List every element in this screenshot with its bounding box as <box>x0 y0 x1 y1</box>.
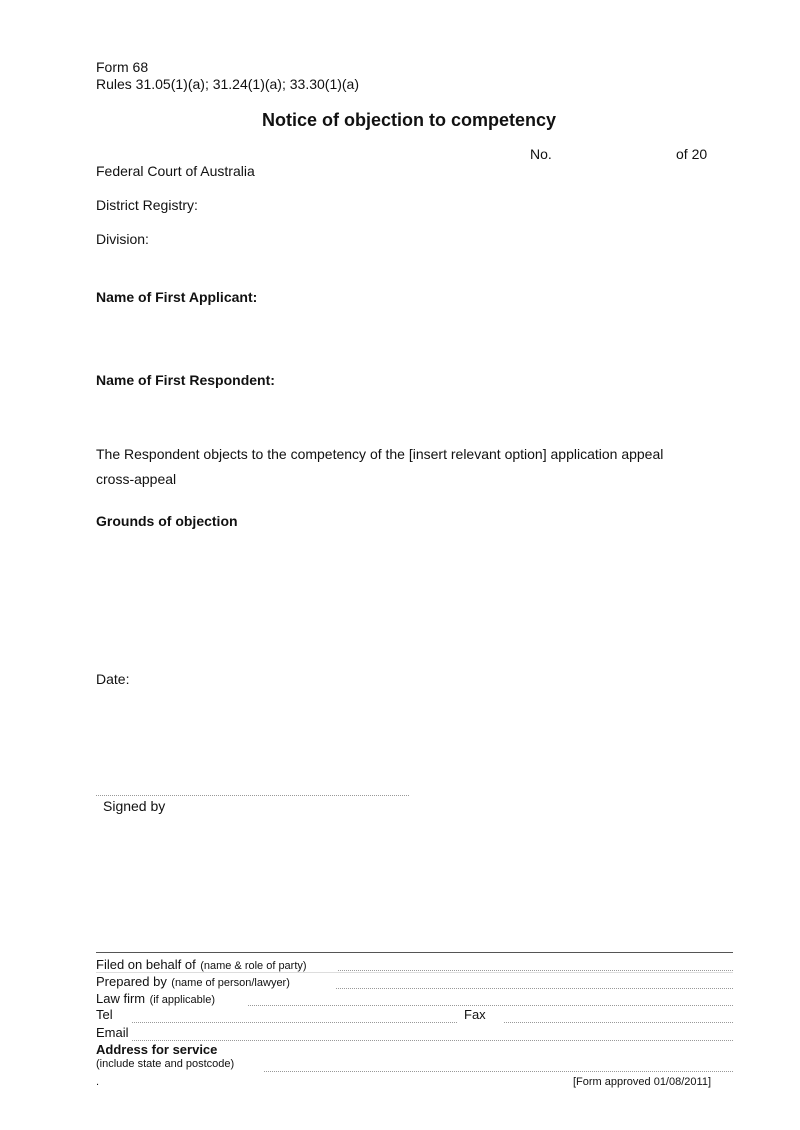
signed-by-label: Signed by <box>103 798 166 814</box>
case-number-label: No. <box>530 146 552 162</box>
court-name: Federal Court of Australia <box>96 163 255 179</box>
address-note: (include state and postcode) <box>96 1058 235 1070</box>
division-label: Division: <box>96 231 149 247</box>
prepared-by-note: (name of person/lawyer) <box>171 977 290 989</box>
date-label: Date: <box>96 671 130 687</box>
district-registry-label: District Registry: <box>96 197 198 213</box>
law-firm-field[interactable] <box>248 1005 733 1006</box>
tel-field[interactable] <box>132 1022 457 1023</box>
prepared-by-field[interactable] <box>336 988 733 989</box>
fax-field[interactable] <box>504 1022 733 1023</box>
signature-line[interactable] <box>96 795 409 796</box>
email-label: Email <box>96 1025 129 1040</box>
rules-reference: Rules 31.05(1)(a); 31.24(1)(a); 33.30(1)(a) <box>96 76 360 92</box>
first-applicant-label: Name of First Applicant: <box>96 289 258 305</box>
law-firm-row <box>96 990 215 1008</box>
tel-label: Tel <box>96 1007 113 1022</box>
form-approval-note: [Form approved 01/08/2011] <box>573 1076 711 1088</box>
address-for-service-label: Address for service <box>96 1042 218 1057</box>
filed-on-behalf-note: (name & role of party) <box>200 960 307 972</box>
law-firm-note: (if applicable) <box>149 994 215 1006</box>
document-title: Notice of objection to competency <box>261 110 557 130</box>
prepared-by-row <box>96 973 290 991</box>
fax-label: Fax <box>464 1007 486 1022</box>
filed-on-behalf-field[interactable] <box>338 970 733 971</box>
law-firm-label: Law firm <box>96 991 146 1006</box>
filing-block-divider <box>96 952 733 953</box>
objection-statement-line2: cross-appeal <box>96 471 177 487</box>
prepared-by-label: Prepared by <box>96 974 167 989</box>
email-field[interactable] <box>132 1040 733 1041</box>
footer-dot: . <box>96 1076 100 1088</box>
case-year-label: of 20 <box>676 146 708 162</box>
address-field[interactable] <box>264 1071 733 1072</box>
grounds-heading: Grounds of objection <box>96 513 238 529</box>
objection-statement-line1: The Respondent objects to the competency of the [insert relevant option] application appeal <box>96 446 664 462</box>
filed-on-behalf-label: Filed on behalf of <box>96 957 196 972</box>
form-number: Form 68 <box>96 59 149 75</box>
first-respondent-label: Name of First Respondent: <box>96 372 275 388</box>
